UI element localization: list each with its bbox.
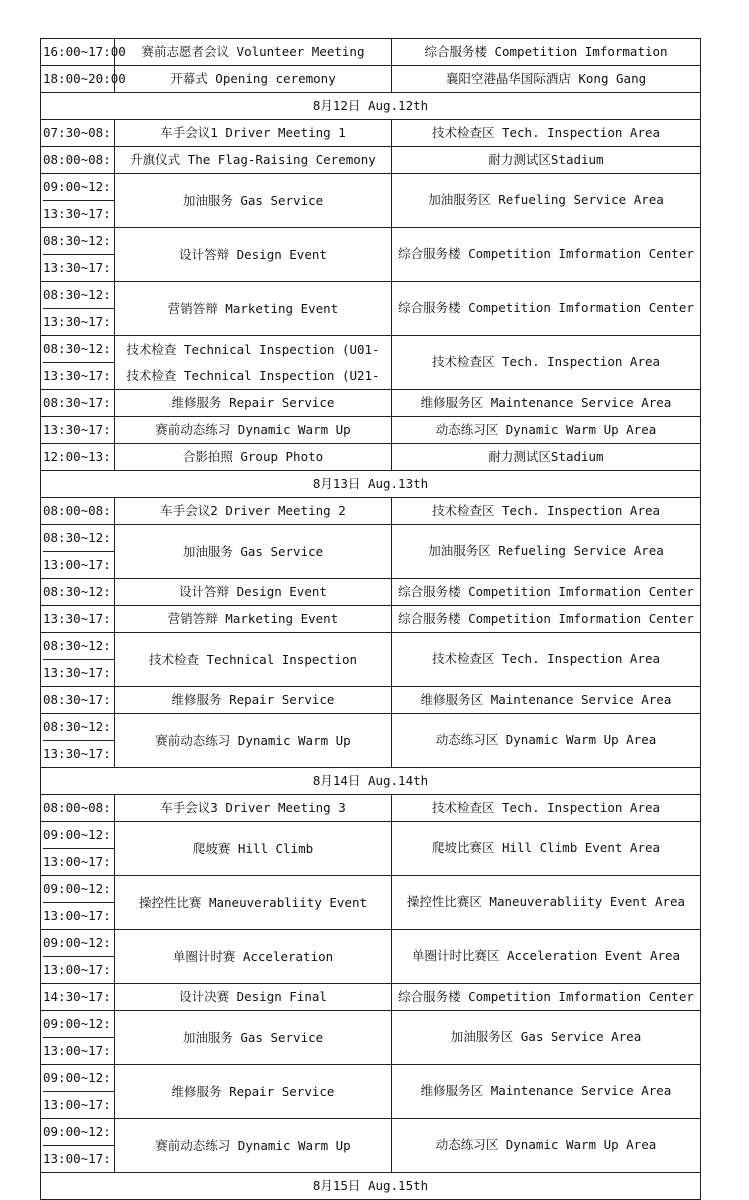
location-cell: 加油服务区 Refueling Service Area	[392, 174, 701, 228]
schedule-row	[41, 876, 701, 930]
location-cell: 技术检查区 Tech. Inspection Area	[392, 633, 701, 687]
event-cell	[115, 984, 392, 1011]
event-name: 加油服务 Gas Service	[182, 543, 324, 559]
time-cell	[41, 228, 115, 282]
event-cell	[115, 174, 392, 228]
location-cell: 加油服务区 Gas Service Area	[392, 1011, 701, 1065]
time-cell	[41, 66, 126, 93]
event-cell	[115, 444, 392, 471]
time-slot: 13:00~17:	[43, 1145, 114, 1172]
event-cell	[115, 39, 392, 66]
event-name: 维修服务 Repair Service	[171, 692, 335, 707]
location-cell: 耐力测试区Stadium	[392, 444, 701, 471]
time-slot: 08:30~12:	[43, 233, 111, 248]
event-cell	[115, 498, 392, 525]
event-cell	[115, 1119, 392, 1173]
schedule-row	[41, 390, 701, 417]
time-slot: 09:00~12:	[43, 935, 111, 950]
time-cell	[41, 984, 115, 1011]
day-header-row	[41, 1173, 701, 1200]
event-name: 技术检查 Technical Inspection	[148, 651, 358, 667]
time-cell	[41, 606, 115, 633]
time-cell	[41, 390, 115, 417]
event-name: 设计答辩 Design Event	[179, 246, 327, 262]
location-cell: 襄阳空港晶华国际酒店 Kong Gang	[392, 66, 701, 93]
event-name: 营销答辩 Marketing Event	[167, 611, 339, 626]
time-cell	[41, 822, 115, 876]
time-slot: 08:30~12:	[43, 530, 111, 545]
schedule-row	[41, 687, 701, 714]
event-name: 加油服务 Gas Service	[182, 192, 324, 208]
location-cell: 综合服务楼 Competition Imformation Center	[392, 984, 701, 1011]
time-slot: 13:30~17:	[43, 611, 111, 626]
event-cell	[115, 822, 392, 876]
time-cell	[41, 498, 115, 525]
event-cell	[115, 876, 392, 930]
time-cell	[41, 39, 126, 66]
event-name: 设计答辩 Design Event	[179, 584, 327, 599]
event-name: 赛前动态练习 Dynamic Warm Up	[155, 422, 351, 437]
time-slot: 08:00~08:	[43, 152, 111, 167]
location-cell: 维修服务区 Maintenance Service Area	[392, 1065, 701, 1119]
location-cell: 综合服务楼 Competition Imformation Center	[392, 606, 701, 633]
schedule-row	[41, 498, 701, 525]
day-header-row	[41, 93, 701, 120]
event-cell	[115, 1011, 392, 1065]
event-name: 赛前动态练习 Dynamic Warm Up	[155, 732, 351, 748]
event-name: 设计决赛 Design Final	[179, 989, 327, 1004]
time-slot: 09:00~12:	[43, 1016, 111, 1031]
event-cell	[115, 930, 392, 984]
schedule-row	[41, 228, 701, 282]
time-slot: 07:30~08:	[43, 125, 111, 140]
time-slot: 08:30~17:	[43, 395, 111, 410]
schedule-row	[41, 579, 701, 606]
event-name: 营销答辩 Marketing Event	[167, 300, 339, 316]
time-slot: 08:00~08:	[43, 800, 111, 815]
time-slot: 13:00~17:	[43, 1037, 114, 1064]
event-name: 加油服务 Gas Service	[182, 1029, 324, 1045]
schedule-row	[41, 174, 701, 228]
schedule-row	[41, 984, 701, 1011]
time-slot: 08:30~12:	[43, 341, 111, 356]
time-cell	[41, 336, 115, 390]
time-cell	[41, 876, 115, 930]
schedule-row	[41, 336, 701, 390]
event-cell	[115, 120, 392, 147]
time-slot: 13:30~17:	[43, 254, 114, 281]
time-slot: 14:30~17:	[43, 989, 111, 1004]
location-cell: 维修服务区 Maintenance Service Area	[392, 390, 701, 417]
event-cell	[115, 417, 392, 444]
event-name: 升旗仪式 The Flag-Raising Ceremony	[130, 152, 376, 167]
event-name: 赛前志愿者会议 Volunteer Meeting	[141, 44, 365, 59]
time-cell	[41, 714, 115, 768]
schedule-row	[41, 525, 701, 579]
time-slot: 08:30~17:	[43, 692, 111, 707]
event-cell	[115, 606, 392, 633]
time-slot: 13:30~17:	[43, 422, 111, 437]
schedule-row	[41, 714, 701, 768]
time-slot: 13:30~17:	[43, 200, 114, 227]
time-slot: 13:00~17:	[43, 848, 114, 875]
time-slot: 08:30~12:	[43, 287, 111, 302]
time-cell	[41, 174, 115, 228]
event-name: 技术检查 Technical Inspection (U21-	[126, 367, 380, 383]
schedule-row	[41, 1065, 701, 1119]
schedule-row	[41, 66, 701, 93]
event-cell	[115, 714, 392, 768]
schedule-row	[41, 417, 701, 444]
time-slot: 08:00~08:	[43, 503, 111, 518]
time-cell	[41, 444, 115, 471]
event-name: 单圈计时赛 Acceleration	[172, 948, 334, 964]
schedule-row	[41, 282, 701, 336]
time-slot: 08:30~12:	[43, 584, 111, 599]
event-cell	[115, 66, 392, 93]
day-header-row	[41, 768, 701, 795]
time-slot: 09:00~12:	[43, 1070, 111, 1085]
location-cell: 动态练习区 Dynamic Warm Up Area	[392, 417, 701, 444]
time-slot: 13:30~17:	[43, 740, 114, 767]
time-slot: 18:00~20:00	[43, 71, 126, 86]
location-cell: 综合服务楼 Competition Imformation Center	[392, 228, 701, 282]
day-header: 8月12日 Aug.12th	[41, 93, 701, 120]
event-name: 维修服务 Repair Service	[171, 1083, 335, 1099]
event-cell	[115, 228, 392, 282]
time-cell	[41, 795, 115, 822]
time-cell	[41, 525, 115, 579]
time-cell	[41, 930, 115, 984]
schedule-row	[41, 606, 701, 633]
event-name: 爬坡赛 Hill Climb	[192, 840, 314, 856]
time-slot: 12:00~13:	[43, 449, 111, 464]
location-cell: 综合服务楼 Competition Imformation	[392, 39, 701, 66]
schedule-body	[41, 39, 701, 1200]
time-slot: 13:30~17:	[43, 659, 114, 686]
schedule-row	[41, 1119, 701, 1173]
location-cell: 单圈计时比赛区 Acceleration Event Area	[392, 930, 701, 984]
schedule-row	[41, 120, 701, 147]
event-name: 车手会议3 Driver Meeting 3	[160, 800, 346, 815]
time-slot: 13:00~17:	[43, 1091, 114, 1118]
schedule-row	[41, 147, 701, 174]
event-name: 车手会议2 Driver Meeting 2	[160, 503, 346, 518]
time-slot: 09:00~12:	[43, 179, 111, 194]
day-header-row	[41, 471, 701, 498]
event-cell	[115, 795, 392, 822]
event-name: 技术检查 Technical Inspection (U01-	[126, 341, 380, 357]
time-cell	[41, 1011, 115, 1065]
schedule-row	[41, 633, 701, 687]
schedule-row	[41, 39, 701, 66]
location-cell: 综合服务楼 Competition Imformation Center	[392, 579, 701, 606]
location-cell: 动态练习区 Dynamic Warm Up Area	[392, 1119, 701, 1173]
time-slot: 09:00~12:	[43, 827, 111, 842]
time-slot: 09:00~12:	[43, 1124, 111, 1139]
event-name: 赛前动态练习 Dynamic Warm Up	[155, 1137, 351, 1153]
location-cell: 技术检查区 Tech. Inspection Area	[392, 795, 701, 822]
time-slot: 16:00~17:00	[43, 44, 126, 59]
time-cell	[41, 417, 115, 444]
time-slot: 09:00~12:	[43, 881, 111, 896]
schedule-row	[41, 1011, 701, 1065]
schedule-row	[41, 822, 701, 876]
day-header: 8月15日 Aug.15th	[41, 1173, 701, 1200]
schedule-table	[40, 38, 701, 1200]
time-slot: 13:00~17:	[43, 902, 114, 929]
event-cell	[115, 282, 392, 336]
location-cell: 耐力测试区Stadium	[392, 147, 701, 174]
time-cell	[41, 1119, 115, 1173]
time-slot: 08:30~12:	[43, 638, 111, 653]
schedule-row	[41, 444, 701, 471]
time-cell	[41, 687, 115, 714]
location-cell: 动态练习区 Dynamic Warm Up Area	[392, 714, 701, 768]
event-name: 维修服务 Repair Service	[171, 395, 335, 410]
event-cell	[115, 633, 392, 687]
location-cell: 技术检查区 Tech. Inspection Area	[392, 120, 701, 147]
location-cell: 综合服务楼 Competition Imformation Center	[392, 282, 701, 336]
event-name: 合影拍照 Group Photo	[182, 449, 324, 464]
day-header: 8月14日 Aug.14th	[41, 768, 701, 795]
location-cell: 技术检查区 Tech. Inspection Area	[392, 336, 701, 390]
event-name: 操控性比赛 Maneuverabliity Event	[138, 894, 368, 910]
time-cell	[41, 282, 115, 336]
time-cell	[41, 579, 115, 606]
time-slot: 08:30~12:	[43, 719, 111, 734]
time-slot: 13:00~17:	[43, 956, 114, 983]
schedule-row	[41, 930, 701, 984]
day-header: 8月13日 Aug.13th	[41, 471, 701, 498]
event-cell	[115, 579, 392, 606]
time-cell	[41, 1065, 115, 1119]
time-slot: 13:00~17:	[43, 551, 114, 578]
event-cell	[115, 687, 392, 714]
event-cell	[115, 525, 392, 579]
location-cell: 操控性比赛区 Maneuverabliity Event Area	[392, 876, 701, 930]
event-cell	[115, 390, 392, 417]
event-cell	[115, 1065, 392, 1119]
time-cell	[41, 147, 115, 174]
time-cell	[41, 120, 115, 147]
event-name: 开幕式 Opening ceremony	[170, 71, 336, 86]
event-cell	[115, 147, 392, 174]
location-cell: 爬坡比赛区 Hill Climb Event Area	[392, 822, 701, 876]
location-cell: 加油服务区 Refueling Service Area	[392, 525, 701, 579]
location-cell: 维修服务区 Maintenance Service Area	[392, 687, 701, 714]
event-cell	[115, 336, 392, 390]
event-name: 车手会议1 Driver Meeting 1	[160, 125, 346, 140]
time-cell	[41, 633, 115, 687]
time-slot: 13:30~17:	[43, 362, 114, 389]
location-cell: 技术检查区 Tech. Inspection Area	[392, 498, 701, 525]
schedule-row	[41, 795, 701, 822]
time-slot: 13:30~17:	[43, 308, 114, 335]
